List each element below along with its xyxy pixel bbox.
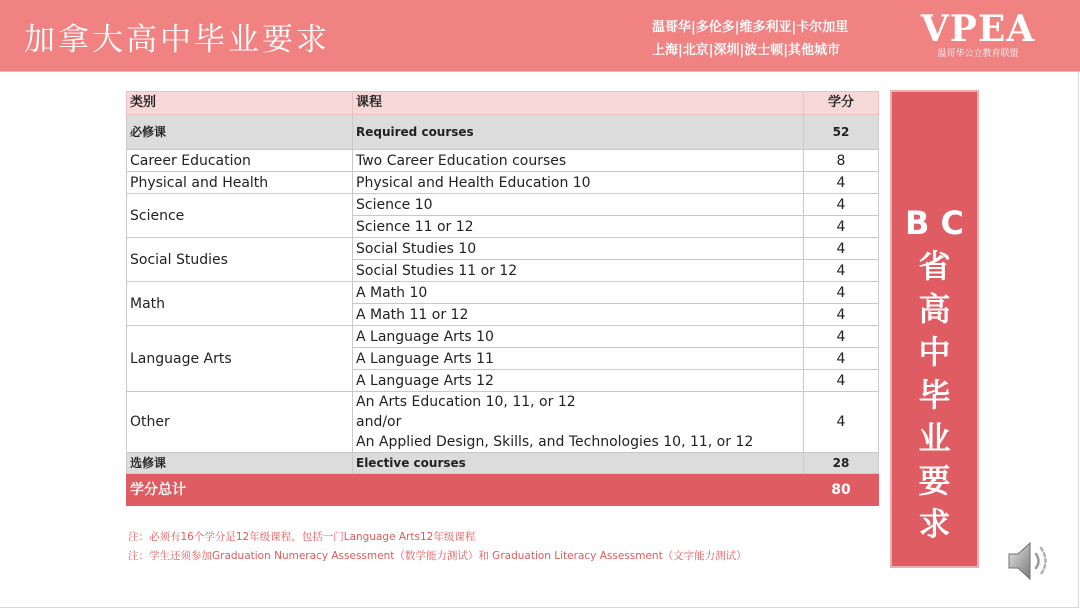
side-banner (890, 90, 979, 568)
credit-cell: 4 (804, 392, 879, 453)
section-course: Required courses (353, 115, 804, 150)
credit-cell: 4 (804, 216, 879, 238)
header-category: 类别 (127, 92, 353, 115)
credit-cell: 4 (804, 172, 879, 194)
table-body (127, 92, 879, 506)
table-row (127, 282, 879, 304)
credit-cell: 4 (804, 282, 879, 304)
category-cell: Social Studies (127, 238, 353, 282)
course-cell: A Language Arts 12 (353, 370, 804, 392)
city-line-1: 温哥华|多伦多|维多利亚|卡尔加里 (652, 20, 849, 35)
section-credits: 52 (804, 115, 879, 150)
course-cell: Social Studies 10 (353, 238, 804, 260)
side-banner-char: 求 (918, 505, 951, 543)
total-credits: 80 (804, 474, 879, 506)
logo-subtitle: 温哥华公立教育联盟 (937, 49, 1019, 59)
side-banner-char: 高 (918, 290, 951, 328)
city-list (652, 16, 848, 62)
course-cell: A Language Arts 10 (353, 326, 804, 348)
header-credits: 学分 (804, 92, 879, 115)
section-category: 选修课 (127, 453, 353, 474)
elective-section-row (127, 453, 879, 474)
table-row (127, 172, 879, 194)
course-cell: Social Studies 11 or 12 (353, 260, 804, 282)
table-row (127, 194, 879, 216)
category-cell: Career Education (127, 150, 353, 172)
course-cell-other (353, 392, 804, 453)
table-row (127, 238, 879, 260)
category-cell: Other (127, 392, 353, 453)
section-course: Elective courses (353, 453, 804, 474)
credit-cell: 4 (804, 238, 879, 260)
credit-cell: 4 (804, 370, 879, 392)
category-cell: Physical and Health (127, 172, 353, 194)
credit-cell: 8 (804, 150, 879, 172)
credit-cell: 4 (804, 304, 879, 326)
side-banner-char: B C (904, 204, 964, 242)
table-row (127, 326, 879, 348)
city-line-2: 上海|北京|深圳|波士顿|其他城市 (652, 43, 840, 58)
speaker-icon[interactable] (1005, 535, 1055, 587)
course-cell: A Language Arts 11 (353, 348, 804, 370)
course-cell: Two Career Education courses (353, 150, 804, 172)
note-1: 注：必须有16个学分是12年级课程，包括一门Language Arts12年级课程 (128, 531, 476, 543)
side-banner-char: 要 (918, 462, 951, 500)
course-cell: Science 11 or 12 (353, 216, 804, 238)
course-cell: A Math 10 (353, 282, 804, 304)
header-course: 课程 (353, 92, 804, 115)
page-title: 加拿大高中毕业要求 (24, 22, 330, 58)
side-banner-char: 中 (918, 333, 951, 371)
side-banner-char: 业 (918, 419, 951, 457)
credit-cell: 4 (804, 348, 879, 370)
course-line: An Arts Education 10, 11, or 12 (356, 394, 576, 410)
table-row (127, 150, 879, 172)
course-line: An Applied Design, Skills, and Technologies 10, 11, or 12 (356, 434, 754, 450)
header-bar (0, 0, 1080, 72)
notes (128, 528, 747, 566)
course-line: and/or (356, 414, 402, 430)
vpea-logo (918, 10, 1038, 60)
credit-cell: 4 (804, 260, 879, 282)
total-row (127, 474, 879, 506)
side-banner-char: 省 (918, 247, 951, 285)
side-banner-char: 毕 (918, 376, 951, 414)
note-2: 注：学生还须参加Graduation Numeracy Assessment（数学能力测试）和 Graduation Literacy Assessment（文字能力测试） (128, 550, 747, 562)
side-banner-title (892, 202, 977, 546)
section-credits: 28 (804, 453, 879, 474)
section-category: 必修课 (127, 115, 353, 150)
logo-mark: VPEA (920, 8, 1036, 50)
category-cell: Math (127, 282, 353, 326)
course-cell: A Math 11 or 12 (353, 304, 804, 326)
course-cell: Physical and Health Education 10 (353, 172, 804, 194)
credit-cell: 4 (804, 326, 879, 348)
total-label: 学分总计 (127, 474, 804, 506)
table-row-other (127, 392, 879, 453)
required-section-row (127, 115, 879, 150)
course-cell: Science 10 (353, 194, 804, 216)
table-header-row (127, 92, 879, 115)
category-cell: Science (127, 194, 353, 238)
graduation-requirements-table (126, 91, 879, 506)
category-cell: Language Arts (127, 326, 353, 392)
credit-cell: 4 (804, 194, 879, 216)
